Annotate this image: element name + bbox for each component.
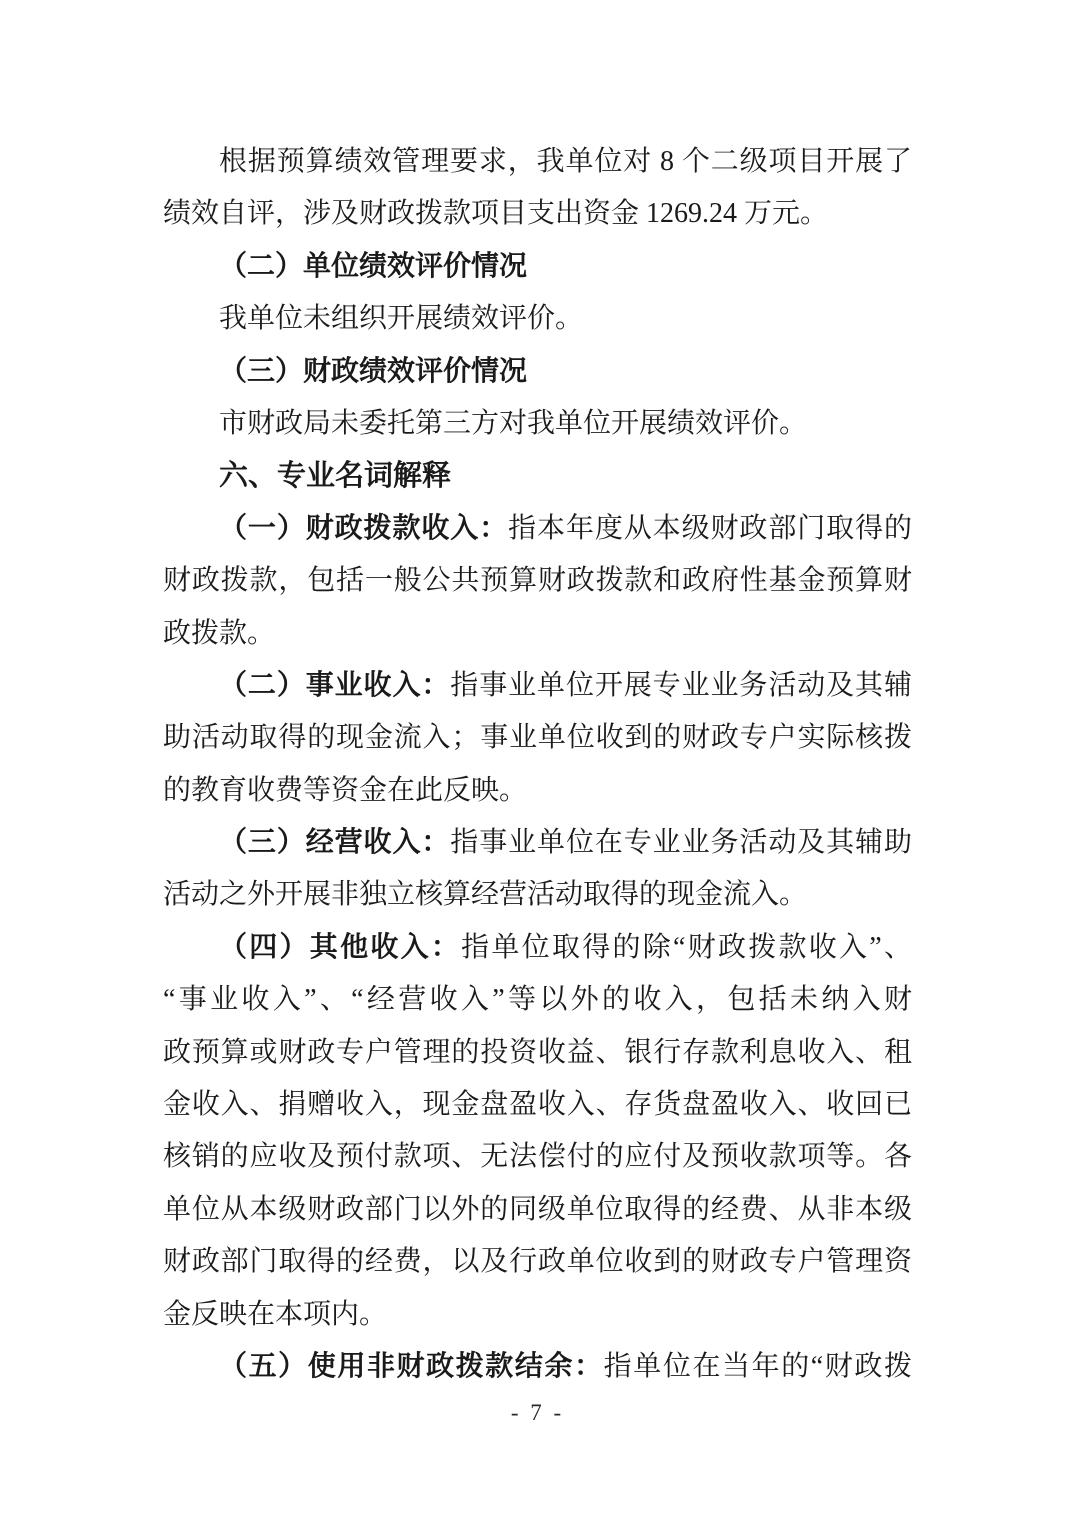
term-label: （一）财政拨款收入： (219, 512, 509, 544)
paragraph-line: 金收入、捐赠收入，现金盘盈收入、存货盘盈收入、收回已 (163, 1089, 912, 1121)
term-definition: 指单位取得的除“财政拨款收入”、 (461, 931, 912, 963)
paragraph-line: 单位从本级财政部门以外的同级单位取得的经费、从非本级 (163, 1193, 912, 1225)
paragraph-line: 根据预算绩效管理要求，我单位对 8 个二级项目开展了 (219, 146, 912, 177)
page-footer (0, 1400, 1075, 1426)
paragraph-line: 政拨款。 (163, 617, 276, 649)
term-definition: 指单位在当年的“财政拨 (603, 1350, 912, 1382)
page-number: - 7 - (510, 1400, 565, 1425)
paragraph-line: 助活动取得的现金流入；事业单位收到的财政专户实际核拨 (163, 722, 912, 754)
term-definition: 指事业单位在专业业务活动及其辅助 (450, 827, 912, 859)
paragraph-line (163, 922, 912, 974)
paragraph-line: 财政拨款，包括一般公共预算财政拨款和政府性基金预算财 (163, 565, 912, 597)
paragraph-line: 政预算或财政专户管理的投资收益、银行存款利息收入、租 (163, 1036, 912, 1068)
term-label: （二）事业收入： (219, 669, 451, 701)
paragraph-line: 财政部门取得的经费，以及行政单位收到的财政专户管理资 (163, 1246, 912, 1278)
paragraph-line: “事业收入”、“经营收入”等以外的收入，包括未纳入财 (163, 984, 912, 1016)
term-definition: 指事业单位开展专业业务活动及其辅 (450, 669, 912, 701)
document-body (163, 136, 912, 1393)
paragraph-line: 活动之外开展非独立核算经营活动取得的现金流入。 (163, 879, 808, 911)
paragraph-line (163, 660, 912, 712)
paragraph-line: 绩效自评，涉及财政拨款项目支出资金 1269.24 万元。 (163, 198, 829, 230)
paragraph-line (163, 817, 912, 869)
sub-heading: （三）财政绩效评价情况 (219, 355, 528, 387)
sub-heading: （二）单位绩效评价情况 (219, 250, 528, 282)
term-label: （五）使用非财政拨款结余： (219, 1350, 604, 1382)
paragraph-line (163, 503, 912, 555)
term-label: （三）经营收入： (219, 827, 451, 859)
term-definition: 指本年度从本级财政部门取得的 (508, 512, 912, 544)
paragraph-line: 金反映在本项内。 (163, 1298, 388, 1330)
paragraph-line: 核销的应收及预付款项、无法偿付的应付及预收款项等。各 (163, 1141, 912, 1173)
paragraph-line: 市财政局未委托第三方对我单位开展绩效评价。 (219, 407, 808, 439)
section-heading: 六、专业名词解释 (219, 460, 452, 493)
paragraph-line: 的教育收费等资金在此反映。 (163, 774, 528, 806)
term-label: （四）其他收入： (219, 931, 462, 963)
paragraph-line (163, 1341, 912, 1393)
paragraph-line: 我单位未组织开展绩效评价。 (219, 303, 584, 335)
